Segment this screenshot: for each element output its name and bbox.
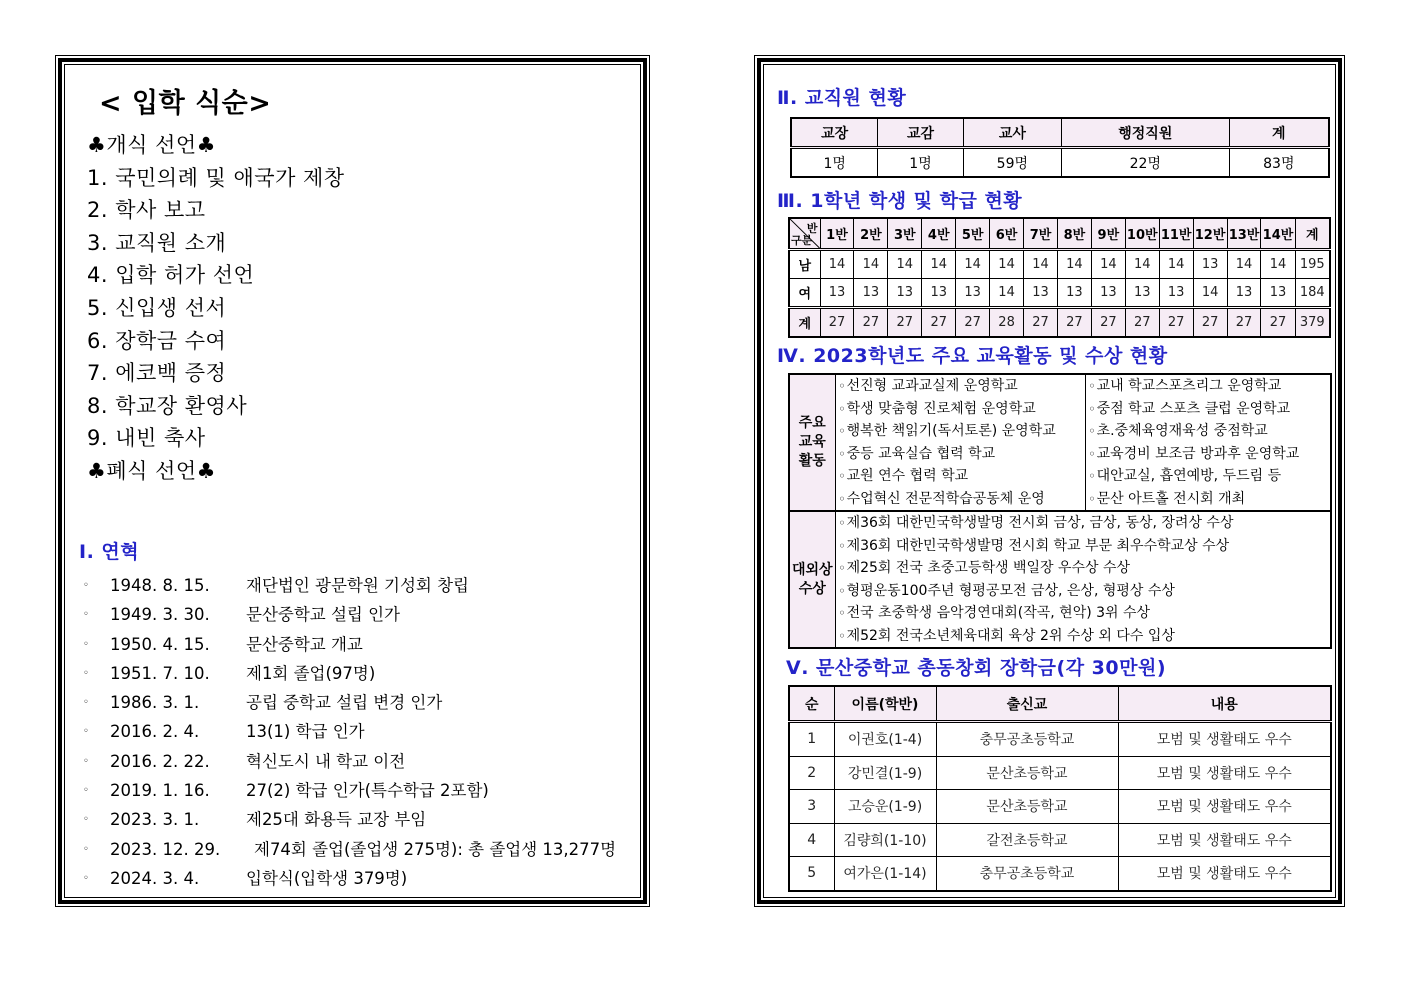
right-page: [754, 55, 1345, 907]
class-cell: 14: [956, 250, 990, 279]
activity-item: ◦ 교원 연수 협력 학교: [836, 465, 1085, 488]
main-activities-label: [789, 374, 835, 511]
class-cell: 27: [888, 308, 922, 338]
school-cell: 문산초등학교: [936, 756, 1118, 790]
class-cell: 13: [820, 279, 854, 308]
staff-table: [790, 117, 1330, 178]
class-cell: 14: [854, 250, 888, 279]
class-cell: 13: [1125, 279, 1159, 308]
scholarship-header: 순: [789, 686, 834, 722]
label-line: 활동: [798, 453, 826, 469]
left-page: [55, 55, 650, 907]
bullet-icon: ◦: [83, 609, 89, 621]
awards-label: [789, 511, 835, 648]
main-activities-right: [1085, 374, 1331, 511]
history-text: 문산중학교 설립 인가: [246, 605, 400, 625]
history-text: 제1회 졸업(97명): [246, 663, 376, 683]
name-cell: 김량희(1-10): [834, 823, 936, 857]
awards-list: [835, 511, 1331, 648]
staff-value: 59명: [963, 148, 1061, 178]
activity-item: ◦ 교내 학교스포츠리그 운영학교: [1086, 375, 1331, 398]
left-page-frame: [58, 58, 647, 904]
rank-cell: 2: [789, 756, 834, 790]
rank-cell: 3: [789, 790, 834, 824]
class-cell: 14: [888, 250, 922, 279]
staff-value: 1명: [791, 148, 878, 178]
class-table: [788, 217, 1331, 338]
activity-item: ◦ 중등 교육실습 협력 학교: [836, 443, 1085, 466]
class-cell: 14: [990, 279, 1024, 308]
bullet-icon: ◦: [83, 638, 89, 650]
ceremony-item: 9. 내빈 축사: [87, 426, 206, 451]
history-list: [83, 571, 616, 893]
class-cell: 13: [1193, 250, 1227, 279]
ceremony-item: 7. 에코백 증정: [87, 361, 227, 386]
ceremony-item: ♣폐식 선언♣: [87, 458, 216, 483]
history-text: 혁신도시 내 학교 이전: [246, 751, 406, 771]
ceremony-title: < 입학 식순>: [99, 88, 272, 119]
history-entry: [83, 835, 616, 864]
class-cell: 27: [1261, 308, 1295, 338]
school-cell: 충무공초등학교: [936, 857, 1118, 891]
label-line: 주요: [798, 415, 826, 431]
class-cell: 13: [922, 279, 956, 308]
class-cell: 13: [1024, 279, 1058, 308]
label-line: 수상: [798, 580, 826, 597]
main-activities-row: [789, 374, 1331, 511]
label-line: 대외상: [791, 561, 833, 578]
award-item: ◦ 제36회 대한민국학생발명 전시회 금상, 금상, 동상, 장려상 수상: [836, 512, 1331, 535]
class-cell: 27: [1125, 308, 1159, 338]
class-header: 7반: [1024, 218, 1058, 250]
class-cell: 13: [1159, 279, 1193, 308]
history-entry: [83, 717, 616, 746]
scholarship-header: 내용: [1118, 686, 1331, 722]
award-item: ◦ 제36회 대한민국학생발명 전시회 학교 부문 최우수학교상 수상: [836, 535, 1331, 558]
label-line: 교육: [798, 434, 826, 450]
class-cell: 14: [1193, 279, 1227, 308]
bullet-icon: ◦: [83, 580, 89, 591]
staff-header: 교장: [791, 118, 878, 148]
history-text: 문산중학교 개교: [246, 634, 363, 654]
history-entry: [83, 630, 616, 659]
staff-value: 1명: [878, 148, 963, 178]
class-cell: 14: [1261, 250, 1295, 279]
class-header: 12반: [1193, 218, 1227, 250]
history-text: 제74회 졸업(졸업생 275명): 총 졸업생 13,277명: [254, 839, 617, 859]
class-cell: 14: [1091, 250, 1125, 279]
row-label: 계: [789, 308, 820, 338]
name-cell: 고승운(1-9): [834, 790, 936, 824]
ceremony-item: 4. 입학 허가 선언: [87, 263, 255, 288]
scholarship-row: [789, 857, 1331, 891]
left-page-inner: [64, 64, 641, 898]
bullet-icon: ◦: [83, 697, 89, 709]
corner-header: [789, 218, 820, 250]
class-header: 9반: [1091, 218, 1125, 250]
class-header: 11반: [1159, 218, 1193, 250]
activities-title: Ⅳ. 2023학년도 주요 교육활동 및 수상 현황: [777, 345, 1168, 367]
history-entry: [83, 805, 616, 834]
activity-item: ◦ 학생 맞춤형 진로체험 운영학교: [836, 398, 1085, 421]
scholarship-row: [789, 790, 1331, 824]
class-cell: 14: [1227, 250, 1261, 279]
scholarship-row: [789, 722, 1331, 757]
class-cell: 13: [1261, 279, 1295, 308]
activity-item: ◦ 선진형 교과교실제 운영학교: [836, 375, 1085, 398]
class-cell: 27: [820, 308, 854, 338]
history-entry: [83, 659, 616, 688]
class-row-male: [789, 250, 1330, 279]
rank-cell: 5: [789, 857, 834, 891]
right-page-frame: [757, 58, 1342, 904]
history-date: 2024. 3. 4.: [110, 868, 200, 888]
ceremony-item: 2. 학사 보고: [87, 198, 206, 223]
award-item: ◦ 제52회 전국소년체육대회 육상 2위 수상 외 다수 입상: [836, 625, 1331, 648]
rank-cell: 1: [789, 722, 834, 757]
award-item: ◦ 제25회 전국 초중고등학생 백일장 우수상 수상: [836, 557, 1331, 580]
history-date: 1948. 8. 15.: [110, 576, 210, 595]
row-label: 여: [789, 279, 820, 308]
class-cell: 27: [1024, 308, 1058, 338]
awards-row: [789, 511, 1331, 648]
scholarship-header: 이름(학반): [834, 686, 936, 722]
history-entry: [83, 864, 616, 893]
class-cell: 27: [854, 308, 888, 338]
class-header: 2반: [854, 218, 888, 250]
activity-item: ◦ 문산 아트홀 전시회 개최: [1086, 488, 1331, 511]
class-row-total: [789, 308, 1330, 338]
bullet-icon: ◦: [83, 843, 89, 855]
name-cell: 강민결(1-9): [834, 756, 936, 790]
class-cell: 13: [956, 279, 990, 308]
class-header: 5반: [956, 218, 990, 250]
class-cell: 27: [956, 308, 990, 338]
activity-item: ◦ 중점 학교 스포츠 클럽 운영학교: [1086, 398, 1331, 421]
row-label: 남: [789, 250, 820, 279]
history-date: 2023. 12. 29.: [110, 839, 221, 859]
activity-item: ◦ 수업혁신 전문적학습공동체 운영: [836, 488, 1085, 511]
content-cell: 모범 및 생활태도 우수: [1118, 722, 1331, 757]
class-cell: 14: [1024, 250, 1058, 279]
ceremony-item: 5. 신입생 선서: [87, 295, 227, 320]
activity-item: ◦ 초.중체육영재육성 중점학교: [1086, 420, 1331, 443]
class-cell: 13: [854, 279, 888, 308]
school-cell: 문산초등학교: [936, 790, 1118, 824]
ceremony-item: 6. 장학금 수여: [87, 328, 227, 353]
classes-title: Ⅲ. 1학년 학생 및 학급 현황: [777, 190, 1023, 212]
ceremony-list: [87, 129, 345, 488]
class-cell: 14: [1057, 250, 1091, 279]
main-activities-left: [835, 374, 1085, 511]
class-cell: 14: [1125, 250, 1159, 279]
class-cell: 13: [1091, 279, 1125, 308]
history-date: 1986. 3. 1.: [110, 693, 200, 713]
class-cell: 184: [1295, 279, 1330, 308]
name-cell: 여가은(1-14): [834, 857, 936, 891]
activity-item: ◦ 행복한 책읽기(독서토론) 운영학교: [836, 420, 1085, 443]
activity-item: ◦ 대안교실, 흡연예방, 두드림 등: [1086, 465, 1331, 488]
history-entry: [83, 600, 616, 629]
class-cell: 14: [990, 250, 1024, 279]
class-header: 3반: [888, 218, 922, 250]
class-cell: 195: [1295, 250, 1330, 279]
bullet-icon: ◦: [83, 726, 89, 738]
bullet-icon: ◦: [83, 667, 89, 679]
content-cell: 모범 및 생활태도 우수: [1118, 823, 1331, 857]
class-header: 4반: [922, 218, 956, 250]
content-cell: 모범 및 생활태도 우수: [1118, 756, 1331, 790]
ceremony-item: 8. 학교장 환영사: [87, 393, 248, 418]
scholarship-header: 출신교: [936, 686, 1118, 722]
history-date: 1949. 3. 30.: [110, 605, 210, 625]
history-text: 27(2) 학급 인가(특수학급 2포함): [246, 781, 489, 801]
activity-item: ◦ 교육경비 보조금 방과후 운영학교: [1086, 443, 1331, 466]
bullet-icon: ◦: [83, 755, 89, 767]
history-date: 2016. 2. 22.: [110, 751, 210, 771]
class-row-female: [789, 279, 1330, 308]
bullet-icon: ◦: [83, 872, 89, 884]
staff-header: 교사: [963, 118, 1061, 148]
history-text: 재단법인 광문학원 기성회 창립: [246, 576, 469, 595]
award-item: ◦ 전국 초중학생 음악경연대회(작곡, 현악) 3위 수상: [836, 602, 1331, 625]
class-cell: 14: [1159, 250, 1193, 279]
history-date: 2016. 2. 4.: [110, 722, 200, 742]
staff-value: 22명: [1062, 148, 1230, 178]
class-cell: 27: [1057, 308, 1091, 338]
school-cell: 충무공초등학교: [936, 722, 1118, 757]
class-header: 계: [1295, 218, 1330, 250]
scholarship-row: [789, 756, 1331, 790]
class-cell: 27: [1159, 308, 1193, 338]
history-text: 공립 중학교 설립 변경 인가: [246, 693, 443, 713]
class-header: 14반: [1261, 218, 1295, 250]
staff-title: Ⅱ. 교직원 현황: [777, 87, 907, 109]
class-header: 13반: [1227, 218, 1261, 250]
rank-cell: 4: [789, 823, 834, 857]
class-cell: 13: [888, 279, 922, 308]
history-date: 1950. 4. 15.: [110, 634, 210, 654]
history-entry: [83, 688, 616, 717]
history-date: 2023. 3. 1.: [110, 810, 200, 830]
school-cell: 갈전초등학교: [936, 823, 1118, 857]
class-header: 10반: [1125, 218, 1159, 250]
ceremony-item: 3. 교직원 소개: [87, 230, 227, 255]
class-cell: 27: [1091, 308, 1125, 338]
history-text: 입학식(입학생 379명): [246, 868, 408, 888]
name-cell: 이권호(1-4): [834, 722, 936, 757]
staff-header: 교감: [878, 118, 963, 148]
scholarship-row: [789, 823, 1331, 857]
ceremony-item: ♣개식 선언♣: [87, 133, 216, 157]
scholarship-title: Ⅴ. 문산중학교 총동창회 장학금(각 30만원): [786, 657, 1166, 679]
history-entry: [83, 571, 616, 600]
history-text: 제25대 화용득 교장 부임: [246, 810, 427, 830]
bullet-icon: ◦: [83, 814, 89, 826]
class-header: 1반: [820, 218, 854, 250]
content-cell: 모범 및 생활태도 우수: [1118, 790, 1331, 824]
history-date: 2019. 1. 16.: [110, 781, 210, 801]
staff-header: 계: [1229, 118, 1329, 148]
award-item: ◦ 형평운동100주년 형평공모전 금상, 은상, 형평상 수상: [836, 580, 1331, 603]
class-cell: 27: [922, 308, 956, 338]
activities-table: [788, 373, 1332, 649]
class-cell: 28: [990, 308, 1024, 338]
class-header: 8반: [1057, 218, 1091, 250]
ceremony-item: 1. 국민의례 및 애국가 제창: [87, 165, 345, 190]
class-cell: 14: [820, 250, 854, 279]
history-entry: [83, 747, 616, 776]
history-text: 13(1) 학급 인가: [246, 722, 365, 742]
class-cell: 27: [1227, 308, 1261, 338]
class-cell: 379: [1295, 308, 1330, 338]
scholarship-table: [788, 685, 1332, 892]
history-entry: [83, 776, 616, 805]
bullet-icon: ◦: [83, 785, 89, 797]
staff-value: 83명: [1229, 148, 1329, 178]
class-header: 6반: [990, 218, 1024, 250]
corner-top-label: 반: [806, 222, 818, 235]
class-cell: 13: [1227, 279, 1261, 308]
content-cell: 모범 및 생활태도 우수: [1118, 857, 1331, 891]
class-cell: 27: [1193, 308, 1227, 338]
right-page-inner: [763, 64, 1336, 898]
history-date: 1951. 7. 10.: [110, 663, 210, 683]
history-title: Ⅰ. 연혁: [79, 541, 140, 563]
class-cell: 14: [922, 250, 956, 279]
class-cell: 13: [1057, 279, 1091, 308]
staff-header: 행정직원: [1062, 118, 1230, 148]
corner-bottom-label: 구분: [791, 234, 813, 247]
